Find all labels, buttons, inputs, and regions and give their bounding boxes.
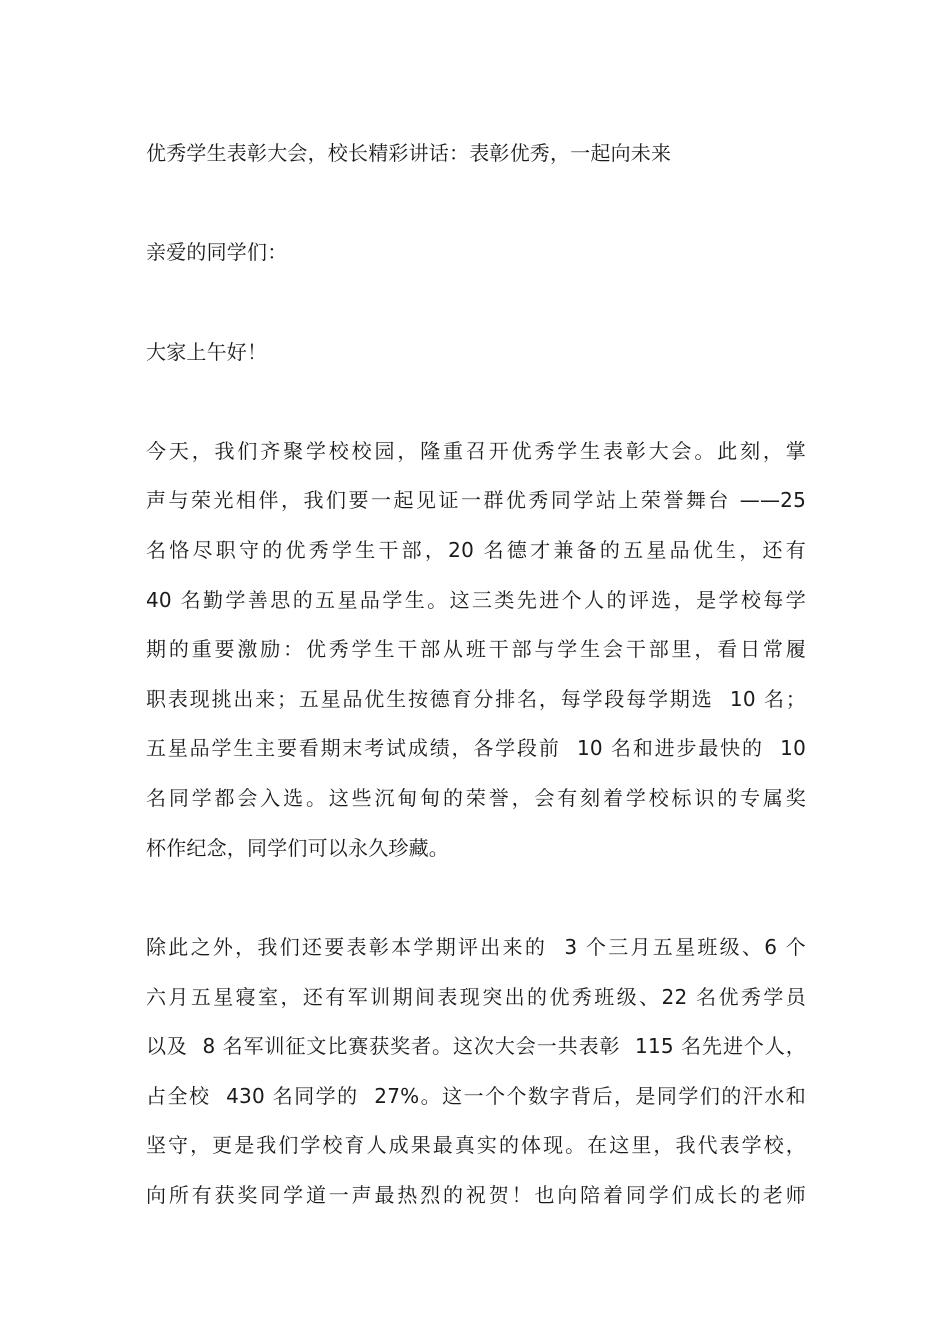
paragraph-line: 五星品学生主要看期末考试成绩，各学段前 10 名和进步最快的 10 bbox=[146, 736, 806, 760]
paragraph-line: 名恪尽职守的优秀学生干部，20 名德才兼备的五星品优生，还有 bbox=[146, 538, 806, 562]
salutation: 亲爱的同学们： bbox=[146, 240, 288, 264]
paragraph-line: 职表现挑出来；五星品优生按德育分排名，每学段每学期选 10 名； bbox=[146, 687, 806, 711]
greeting: 大家上午好！ bbox=[146, 340, 268, 364]
paragraph-line: 向所有获奖同学道一声最热烈的祝贺！也向陪着同学们成长的老师 bbox=[146, 1183, 806, 1207]
paragraph-line: 六月五星寝室，还有军训期间表现突出的优秀班级、22 名优秀学员 bbox=[146, 985, 806, 1009]
paragraph-line: 名同学都会入选。这些沉甸甸的荣誉，会有刻着学校标识的专属奖 bbox=[146, 786, 806, 810]
paragraph-line: 杯作纪念，同学们可以永久珍藏。 bbox=[146, 836, 449, 860]
paragraph-line: 今天，我们齐聚学校校园，隆重召开优秀学生表彰大会。此刻，掌 bbox=[146, 439, 806, 463]
paragraph-line: 40 名勤学善思的五星品学生。这三类先进个人的评选，是学校每学 bbox=[146, 588, 806, 612]
paragraph-line: 除此之外，我们还要表彰本学期评出来的 3 个三月五星班级、6 个 bbox=[146, 935, 806, 959]
paragraph-line: 期的重要激励：优秀学生干部从班干部与学生会干部里，看日常履 bbox=[146, 637, 806, 661]
paragraph-line: 占全校 430 名同学的 27%。这一个个数字背后，是同学们的汗水和 bbox=[146, 1084, 806, 1108]
paragraph-line: 声与荣光相伴，我们要一起见证一群优秀同学站上荣誉舞台 ——25 bbox=[146, 488, 806, 512]
document-title: 优秀学生表彰大会，校长精彩讲话：表彰优秀，一起向未来 bbox=[146, 141, 672, 165]
paragraph-line: 坚守，更是我们学校育人成果最真实的体现。在这里，我代表学校， bbox=[146, 1133, 806, 1157]
paragraph-line: 以及 8 名军训征文比赛获奖者。这次大会一共表彰 115 名先进个人， bbox=[146, 1034, 806, 1058]
